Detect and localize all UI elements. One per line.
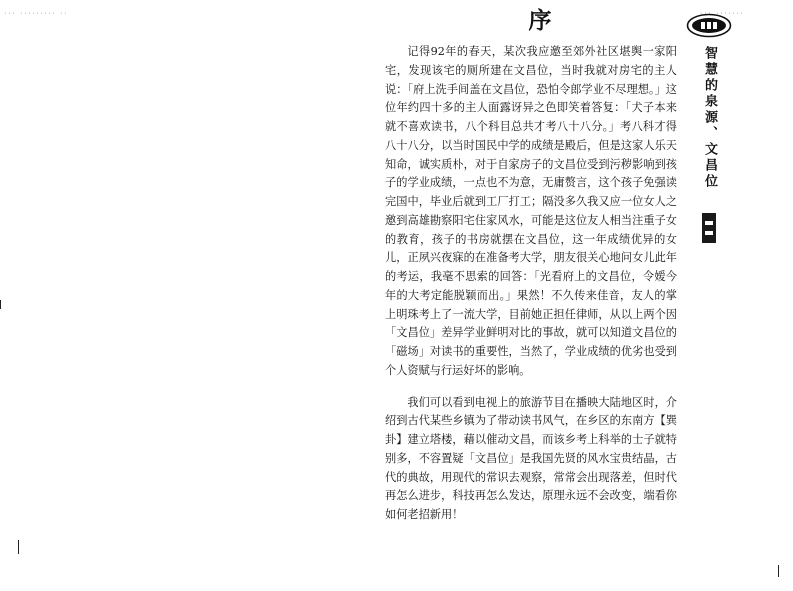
oval-badge-icon: [686, 13, 732, 38]
scan-edge-mark: [18, 540, 19, 554]
paragraph-2: 我们可以看到电视上的旅游节目在播映大陆地区时，介绍到古代某些乡镇为了带动读书风气，在乡区的东南方【巽卦】建立塔楼，藉以催动文昌，而该乡考上科举的士子就特别多，不容置疑「文昌位」是我国先贤的风水宝贵结晶，古代的典故，用现代的常识去观察，常常会出现落差，但时代再怎么进步，科技再怎么发达，原理永远不会改变，端看你如何老招新用！: [385, 395, 677, 521]
side-vertical-title: 智慧的泉源、文昌位: [702, 46, 717, 190]
scan-header-right: ··· ·······: [700, 11, 745, 17]
preface-body: [385, 43, 677, 525]
chapter-side-tab: [686, 10, 736, 570]
scan-header-left: ··· ········· ··: [4, 11, 69, 17]
tab-marker-icon: [702, 213, 716, 243]
paragraph-1: 记得92年的春天，某次我应邀至郊外社区堪舆一家阳宅，发现该宅的厕所建在文昌位，当时我就对房宅的主人说：「府上洗手间盖在文昌位，恐怕令郎学业不尽理想。」这位年约四十多的主人面露讶异之色即笑着答复：「犬子本来就不喜欢读书，八个科目总共才考八十八分。」考八科才得八十八分，以当时国民中学的成绩是殿后，但是这家人乐天知命，诚实质朴，对于自家房子的文昌位受到污秽影响到孩子的学业成绩，一点也不为意，无庸赘言，这个孩子免强读完国中，毕业后就到工厂打工；隔没多久我又应一位女人之邀到高雄勘察阳宅住家风水，可能是这位友人相当注重子女的教育，孩子的书房就摆在文昌位，这一年成绩优异的女儿，正夙兴夜寐的在准备考大学，朋友很关心地问女儿此年的考运，我毫不思索的回答：「光看府上的文昌位，令嫒今年的大考定能脱颖而出。」果然！不久传来佳音，友人的掌上明珠考上了一流大学，目前她正担任律师，从以上两个因「文昌位」差异学业鲜明对比的事故，就可以知道文昌位的「磁场」对读书的重要性，当然了，学业成绩的优劣也受到个人资赋与行运好坏的影响。: [385, 45, 677, 377]
page-title: 序: [528, 7, 552, 34]
scan-edge-mark: [0, 300, 1, 309]
scan-edge-mark: [778, 565, 779, 577]
